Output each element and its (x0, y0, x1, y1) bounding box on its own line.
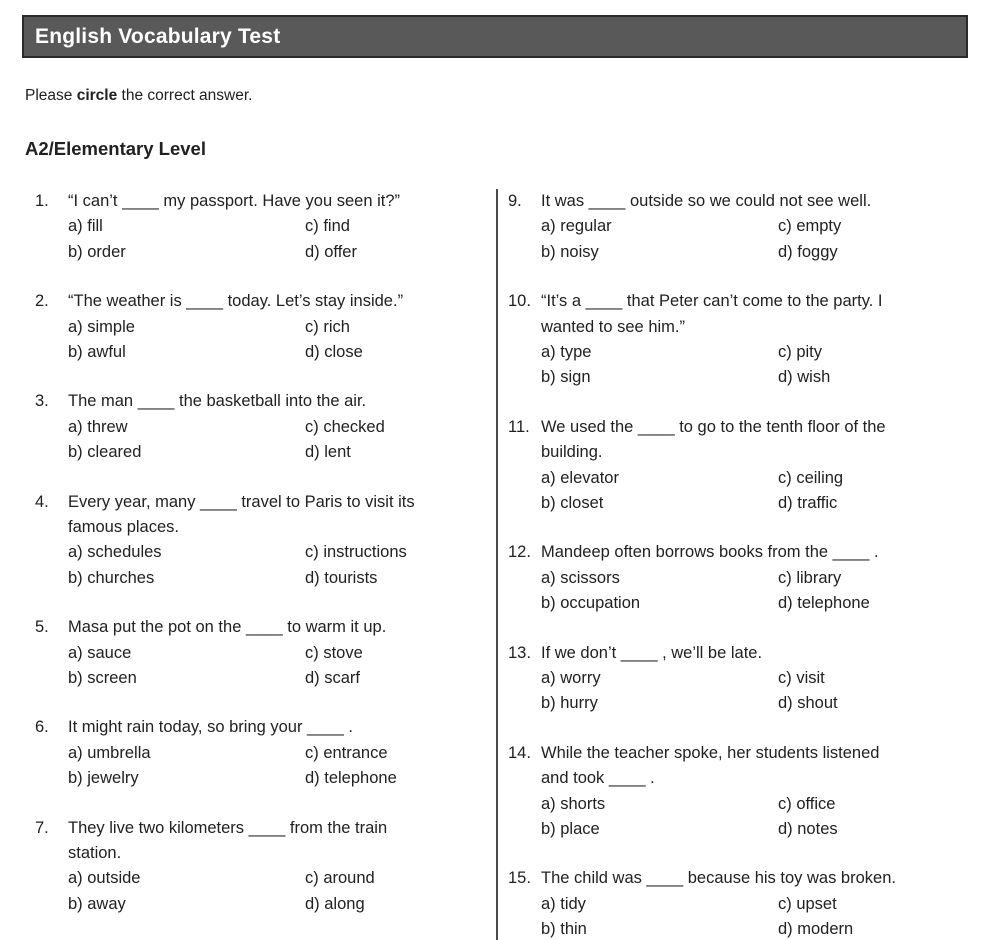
answer-option-a: a) regular (541, 217, 612, 236)
answer-option-b: b) hurry (541, 694, 598, 713)
answer-options (68, 540, 496, 591)
answer-options (541, 666, 1000, 717)
questions-column-left (0, 189, 496, 940)
page-title: English Vocabulary Test (35, 24, 281, 48)
question-stem-line: If we don’t ____ , we’ll be late. (541, 643, 763, 662)
question-stem (541, 540, 1000, 565)
answer-options (68, 415, 496, 466)
question-item (35, 389, 496, 465)
question-stem-line: Every year, many ____ travel to Paris to visit its (68, 492, 415, 511)
question-stem (68, 289, 496, 314)
answer-options (541, 792, 1000, 843)
answer-option-c: c) instructions (305, 543, 407, 562)
question-stem-line: building. (541, 443, 603, 462)
question-stem (68, 615, 496, 640)
answer-option-a: a) scissors (541, 568, 620, 587)
question-stem-line: “It’s a ____ that Peter can’t come to the party. I (541, 292, 883, 311)
section-title: A2/Elementary Level (25, 138, 206, 159)
question-item (508, 289, 1000, 391)
question-number: 12. (508, 543, 531, 562)
answer-options (541, 466, 1000, 517)
question-stem-line: We used the ____ to go to the tenth floor of the (541, 417, 886, 436)
instructions-part1: Please (25, 87, 77, 104)
answer-option-b: b) occupation (541, 594, 641, 613)
answer-option-a: a) simple (68, 317, 135, 336)
question-item (508, 415, 1000, 517)
questions-column-right (498, 189, 1000, 940)
instructions-part2: the correct answer. (117, 87, 253, 104)
question-stem (68, 715, 496, 740)
question-item (35, 289, 496, 365)
question-number: 14. (508, 743, 531, 762)
question-stem-line: station. (68, 843, 122, 862)
question-number: 13. (508, 643, 531, 662)
question-number: 5. (35, 618, 49, 637)
answer-option-d: d) notes (778, 819, 838, 838)
answer-option-c: c) empty (778, 217, 842, 236)
answer-option-c: c) rich (305, 317, 350, 336)
question-stem (541, 289, 1000, 340)
question-stem-line: famous places. (68, 517, 179, 536)
answer-option-b: b) sign (541, 368, 591, 387)
question-stem (68, 389, 496, 414)
answer-option-c: c) upset (778, 894, 837, 913)
answer-option-d: d) foggy (778, 242, 838, 261)
question-number: 15. (508, 869, 531, 888)
answer-option-b: b) order (68, 242, 126, 261)
answer-option-c: c) library (778, 568, 842, 587)
answer-option-c: c) ceiling (778, 468, 844, 487)
answer-option-b: b) place (541, 819, 600, 838)
question-item (508, 866, 1000, 940)
question-item (35, 715, 496, 791)
question-number: 10. (508, 292, 531, 311)
answer-option-d: d) offer (305, 242, 357, 261)
question-number: 4. (35, 492, 49, 511)
question-stem (68, 816, 496, 867)
answer-option-c: c) pity (778, 343, 823, 361)
answer-option-a: a) outside (68, 869, 141, 888)
answer-option-d: d) shout (778, 694, 838, 713)
question-stem-line: “The weather is ____ today. Let’s stay inside.” (68, 292, 404, 311)
answer-options (541, 892, 1000, 940)
answer-option-a: a) umbrella (68, 743, 151, 762)
answer-option-a: a) sauce (68, 643, 132, 662)
answer-options (541, 214, 1000, 265)
answer-option-d: d) telephone (778, 594, 870, 613)
question-item (35, 816, 496, 918)
answer-option-b: b) closet (541, 493, 604, 512)
answer-option-b: b) churches (68, 568, 155, 587)
question-stem (541, 641, 1000, 666)
answer-option-d: d) close (305, 342, 363, 361)
answer-option-d: d) scarf (305, 668, 361, 687)
question-stem-line: While the teacher spoke, her students listened (541, 743, 880, 762)
answer-option-b: b) noisy (541, 242, 599, 261)
answer-option-c: c) stove (305, 643, 363, 662)
answer-option-b: b) jewelry (68, 769, 139, 788)
answer-option-d: d) wish (778, 368, 831, 387)
answer-option-c: c) find (305, 217, 350, 236)
answer-option-b: b) screen (68, 668, 137, 687)
answer-option-d: d) telephone (305, 769, 397, 788)
question-stem (541, 866, 1000, 891)
question-number: 2. (35, 292, 49, 311)
question-stem (68, 490, 496, 541)
question-stem-line: The man ____ the basketball into the air. (68, 392, 367, 411)
question-stem-line: wanted to see him.” (541, 317, 685, 336)
answer-options (68, 315, 496, 366)
question-item (508, 741, 1000, 843)
answer-option-a: a) fill (68, 217, 103, 236)
answer-option-b: b) awful (68, 342, 126, 361)
answer-options (541, 340, 1000, 391)
answer-option-b: b) thin (541, 920, 587, 939)
answer-option-a: a) shorts (541, 794, 606, 813)
question-item (508, 641, 1000, 717)
answer-option-b: b) away (68, 894, 126, 913)
answer-option-c: c) visit (778, 668, 825, 687)
question-item (508, 189, 1000, 265)
answer-option-a: a) type (541, 343, 592, 361)
answer-option-a: a) threw (68, 417, 128, 436)
question-stem-line: They live two kilometers ____ from the train (68, 818, 388, 837)
question-item (35, 615, 496, 691)
answer-option-c: c) entrance (305, 743, 388, 762)
instructions-text (25, 86, 1000, 105)
question-number: 3. (35, 392, 49, 411)
answer-option-d: d) traffic (778, 493, 838, 512)
answer-option-d: d) lent (305, 443, 351, 462)
answer-options (68, 866, 496, 917)
answer-option-c: c) office (778, 794, 836, 813)
question-stem-line: and took ____ . (541, 769, 655, 788)
answer-option-a: a) schedules (68, 543, 162, 562)
question-stem (68, 189, 496, 214)
question-item (508, 540, 1000, 616)
answer-option-c: c) around (305, 869, 375, 888)
answer-options (68, 741, 496, 792)
answer-option-c: c) checked (305, 417, 385, 436)
instructions-emphasis: circle (76, 87, 118, 104)
answer-option-a: a) elevator (541, 468, 619, 487)
answer-option-b: b) cleared (68, 443, 142, 462)
answer-option-d: d) modern (778, 920, 854, 939)
answer-options (68, 214, 496, 265)
answer-options (68, 641, 496, 692)
answer-option-a: a) tidy (541, 894, 586, 913)
answer-option-d: d) along (305, 894, 365, 913)
question-stem-line: It might rain today, so bring your ____ . (68, 718, 353, 737)
question-stem (541, 741, 1000, 792)
questions-area (0, 189, 1000, 940)
question-item (35, 490, 496, 592)
header-bar (22, 15, 968, 58)
question-number: 6. (35, 718, 49, 737)
question-number: 11. (508, 417, 530, 436)
question-stem-line: Mandeep often borrows books from the ____ . (541, 543, 879, 562)
question-stem-line: It was ____ outside so we could not see well. (541, 192, 872, 210)
question-item (35, 189, 496, 265)
answer-options (541, 566, 1000, 617)
question-stem-line: The child was ____ because his toy was broken. (541, 869, 896, 888)
question-stem-line: Masa put the pot on the ____ to warm it up. (68, 618, 387, 637)
question-stem (541, 189, 1000, 214)
question-stem (541, 415, 1000, 466)
question-number: 1. (35, 192, 49, 210)
question-stem-line: “I can’t ____ my passport. Have you seen it?” (68, 192, 400, 210)
answer-option-d: d) tourists (305, 568, 378, 587)
question-number: 9. (508, 192, 522, 210)
question-number: 7. (35, 818, 49, 837)
answer-option-a: a) worry (541, 668, 601, 687)
